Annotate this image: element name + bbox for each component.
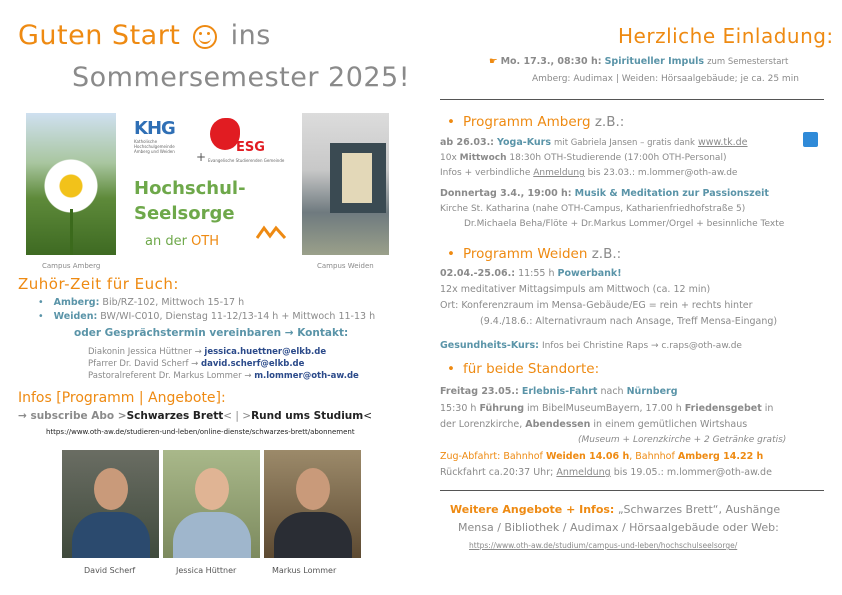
khg-logo: KHG Katholische Hochschulgemeinde Amberg und Weiden (134, 118, 175, 154)
musik-line: Donnertag 3.4., 19:00 h: Musik & Meditation zur Passionszeit (440, 188, 769, 199)
powerbank-line: 02.04.-25.06.: 11:55 h Powerbank! (440, 268, 622, 279)
caption-amberg: Campus Amberg (42, 262, 101, 270)
zug-line: Zug-Abfahrt: Bahnhof Weiden 14.06 h, Bahnhof Amberg 14.22 h (440, 451, 764, 462)
schwarzes-brett-link[interactable]: Schwarzes Brett (126, 410, 224, 422)
amberg-heading: • Programm Amberg z.B.: (447, 114, 625, 130)
yoga-line-3: Infos + verbindliche Anmeldung bis 23.03.: m.lommer@oth-aw.de (440, 168, 738, 178)
title-ins: ins (230, 20, 271, 51)
musik-line-3: Dr.Michaela Beha/Flöte + Dr.Markus Lommer/Orgel + besinnliche Texte (464, 219, 785, 229)
musik-line-2: Kirche St. Katharina (nahe OTH-Campus, Katharienfriedhofstraße 5) (440, 204, 746, 214)
an-der-oth: an der OTH (145, 234, 220, 249)
email-link[interactable]: m.lommer@oth-aw.de (254, 371, 359, 381)
plus-sign: + (196, 150, 207, 164)
photo-jessica-huettner (163, 450, 260, 558)
spiritueller-impuls-details: Amberg: Audimax | Weiden: Hörsaalgebäude; je ca. 25 min (532, 74, 799, 84)
einladung-heading: Herzliche Einladung: (618, 24, 834, 48)
title-line-2: Sommersemester 2025! (72, 62, 411, 93)
title-guten-start: Guten Start (18, 20, 181, 51)
hochschulseelsorge-title: Hochschul- Seelsorge (134, 178, 246, 224)
person-name: Markus Lommer (272, 566, 337, 575)
title-line-1 (18, 20, 271, 51)
email-link[interactable]: jessica.huettner@elkb.de (204, 347, 327, 357)
weitere-line-2: Mensa / Bibliothek / Audimax / Hörsaalgebäude oder Web: (458, 521, 779, 534)
contact-list (88, 346, 359, 382)
erlebnisfahrt-line-3: der Lorenzkirche, Abendessen in einem gemütlichen Wirtshaus (440, 419, 748, 430)
gespraech-line: oder Gesprächstermin vereinbaren → Kontakt: (74, 327, 349, 339)
person-name: David Scherf (84, 566, 136, 575)
campus-amberg-photo (26, 113, 116, 255)
pointing-hand-icon: ☛ (489, 56, 498, 67)
photo-david-scherf (62, 450, 159, 558)
erlebnisfahrt-line-2: 15:30 h Führung im BibelMuseumBayern, 17.00 h Friedensgebet in (440, 403, 774, 414)
weitere-line: Weitere Angebote + Infos: „Schwarzes Brett“, Aushänge (450, 503, 781, 516)
erlebnisfahrt-line-4: (Museum + Lorenzkirche + 2 Getränke gratis) (578, 435, 787, 445)
caption-weiden: Campus Weiden (317, 262, 374, 270)
gesundheitskurs-line: Gesundheits-Kurs: Infos bei Christine Raps → c.raps@oth-aw.de (440, 340, 742, 351)
rueckfahrt-line: Rückfahrt ca.20:37 Uhr; Anmeldung bis 19.05.: m.lommer@oth-aw.de (440, 467, 772, 478)
yoga-line: ab 26.03.: Yoga-Kurs mit Gabriela Jansen – gratis dank www.tk.de (440, 137, 748, 148)
contact-item: Pastoralreferent Dr. Markus Lommer → m.lommer@oth-aw.de (88, 371, 359, 381)
powerbank-line-2: 12x meditativer Mittagsimpuls am Mittwoch (ca. 12 min) (440, 284, 711, 295)
weiden-heading: • Programm Weiden z.B.: (447, 246, 622, 262)
tk-logo-icon (803, 132, 818, 147)
powerbank-line-3: Ort: Konferenzraum im Mensa-Gebäude/EG = rein + rechts hinter (440, 300, 753, 311)
oth-logo-icon (256, 224, 286, 242)
erlebnisfahrt-line: Freitag 23.05.: Erlebnis-Fahrt nach Nürnberg (440, 386, 678, 397)
campus-weiden-photo (302, 113, 389, 255)
subscribe-line: → subscribe Abo >Schwarzes Brett< | >Rund ums Studium< (18, 410, 373, 422)
infos-heading: Infos [Programm | Angebote]: (18, 390, 226, 406)
smiley-icon (193, 25, 217, 49)
list-item: • Amberg: Bib/RZ-102, Mittwoch 15-17 h (38, 296, 375, 310)
seelsorge-url-link[interactable]: https://www.oth-aw.de/studium/campus-und-leben/hochschulseelsorge/ (469, 541, 738, 550)
beide-heading: • für beide Standorte: (447, 361, 600, 377)
photo-markus-lommer (264, 450, 361, 558)
abo-url-link[interactable]: https://www.oth-aw.de/studieren-und-leben/online-dienste/schwarzes-brett/abonnement (46, 428, 355, 436)
email-link[interactable]: david.scherf@elkb.de (201, 359, 305, 369)
contact-item: Diakonin Jessica Hüttner → jessica.huettner@elkb.de (88, 347, 327, 357)
rund-ums-studium-link[interactable]: Rund ums Studium (251, 410, 364, 422)
list-item: • Weiden: BW/WI-C010, Dienstag 11-12/13-14 h + Mittwoch 11-13 h (38, 310, 375, 324)
zuhoer-heading: Zuhör-Zeit für Euch: (18, 275, 179, 293)
divider (440, 99, 824, 100)
divider (440, 490, 824, 491)
esg-logo: ESG Evangelische Studierenden Gemeinde (208, 118, 283, 168)
yoga-line-2: 10x Mittwoch 18:30h OTH-Studierende (17:00h OTH-Personal) (440, 153, 727, 163)
zuhoer-list (38, 296, 375, 324)
spiritueller-impuls-line: ☛ Mo. 17.3., 08:30 h: Spiritueller Impuls zum Semesterstart (489, 56, 789, 67)
tk-link[interactable]: www.tk.de (697, 137, 748, 148)
contact-item: Pfarrer Dr. David Scherf → david.scherf@elkb.de (88, 359, 305, 369)
person-name: Jessica Hüttner (176, 566, 237, 575)
powerbank-line-4: (9.4./18.6.: Alternativraum nach Ansage, Treff Mensa-Eingang) (480, 316, 778, 327)
